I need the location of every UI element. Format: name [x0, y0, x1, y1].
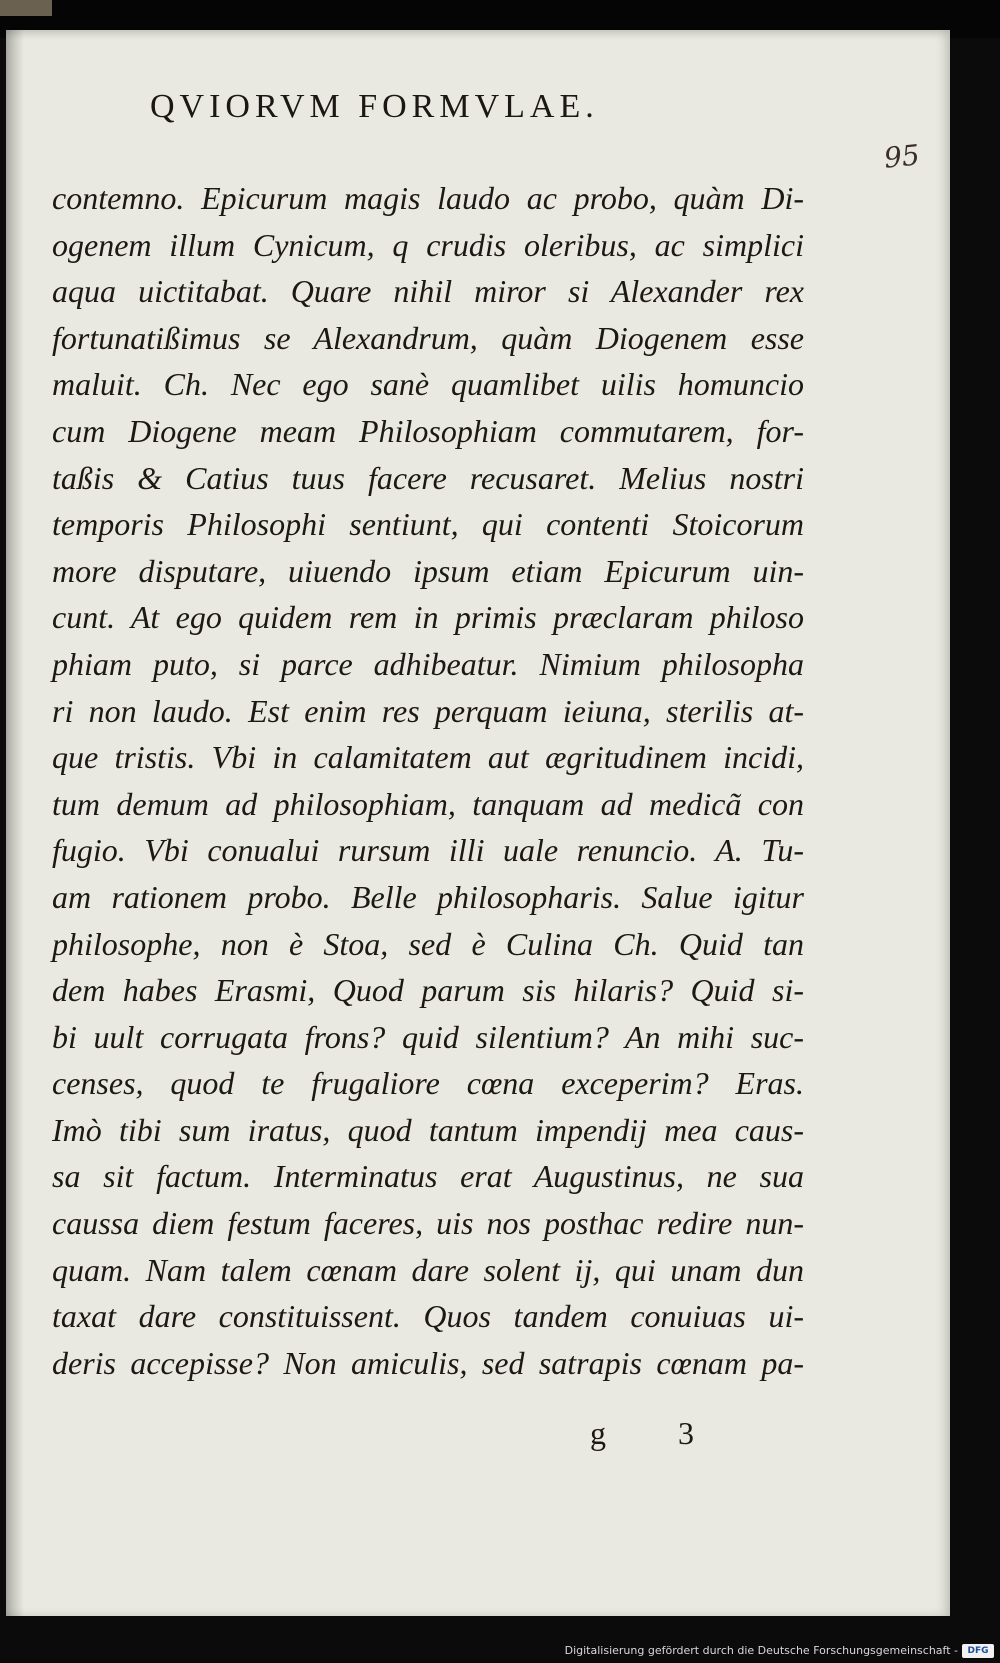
- text-line: caussa diem festum faceres, uis nos posthac redire nun-: [52, 1205, 804, 1242]
- text-line: Imò tibi sum iratus, quod tantum impendij mea caus-: [52, 1111, 804, 1148]
- text-line: fortunatißimus se Alexandrum, quàm Diogenem esse: [52, 319, 804, 356]
- text-line: sa sit factum. Interminatus erat Augustinus, ne sua: [52, 1158, 804, 1195]
- text-line: dem habes Erasmi, Quod parum sis hilaris? Quid si-: [52, 972, 804, 1009]
- printer-signature-mark: g 3: [590, 1415, 726, 1451]
- text-line: deris accepisse? Non amiculis, sed satrapis cœnam pa-: [52, 1344, 804, 1381]
- text-line: cunt. At ego quidem rem in primis præclaram philoso: [52, 599, 804, 636]
- text-line: tum demum ad philosophiam, tanquam ad medicã con: [52, 785, 804, 822]
- text-line: taßis & Catius tuus facere recusaret. Melius nostri: [52, 459, 804, 496]
- digitization-credit: Digitalisierung gefördert durch die Deutsche Forschungsgemeinschaft -: [564, 1644, 958, 1657]
- text-line: ri non laudo. Est enim res perquam ieiuna, sterilis at-: [52, 692, 804, 729]
- text-line: phiam puto, si parce adhibeatur. Nimium philosopha: [52, 645, 804, 682]
- dfg-logo: DFG: [962, 1644, 994, 1658]
- text-line: am rationem probo. Belle philosopharis. Salue igitur: [52, 878, 804, 915]
- text-line: philosophe, non è Stoa, sed è Culina Ch. Quid tan: [52, 925, 804, 962]
- running-header: QVIORVM FORMVLAE.: [150, 88, 599, 125]
- text-line: fugio. Vbi conualui rursum illi uale renuncio. A. Tu-: [52, 832, 804, 869]
- text-line: cum Diogene meam Philosophiam commutarem, for-: [52, 412, 804, 449]
- text-line: quam. Nam talem cœnam dare solent ij, qui unam dun: [52, 1251, 804, 1288]
- body-text: [52, 175, 804, 1386]
- scan-corner-mark: [0, 0, 52, 16]
- text-line: que tristis. Vbi in calamitatem aut ægritudinem incidi,: [52, 739, 804, 776]
- handwritten-folio-number: 95: [882, 138, 922, 175]
- text-line: ogenem illum Cynicum, q crudis oleribus, ac simplici: [52, 226, 804, 263]
- text-line: taxat dare constituissent. Quos tandem conuiuas ui-: [52, 1298, 804, 1335]
- text-line: maluit. Ch. Nec ego sanè quamlibet uilis homuncio: [52, 366, 804, 403]
- text-line: more disputare, uiuendo ipsum etiam Epicurum uin-: [52, 552, 804, 589]
- text-line: censes, quod te frugaliore cœna exceperim? Eras.: [52, 1065, 804, 1102]
- text-line: bi uult corrugata frons? quid silentium? An mihi suc-: [52, 1018, 804, 1055]
- text-line: aqua uictitabat. Quare nihil miror si Alexander rex: [52, 273, 804, 310]
- text-line: contemno. Epicurum magis laudo ac probo, quàm Di-: [52, 180, 804, 216]
- text-line: temporis Philosophi sentiunt, qui contenti Stoicorum: [52, 506, 804, 543]
- gutter-shadow: [6, 30, 24, 1616]
